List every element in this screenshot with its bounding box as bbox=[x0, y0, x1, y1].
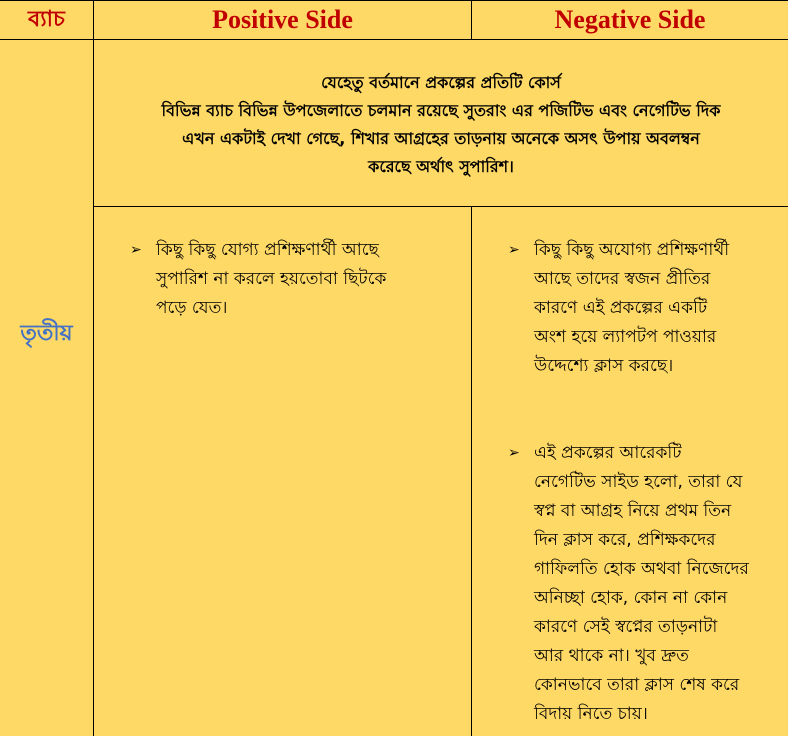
list-item-line: নেগেটিভ সাইড হলো, তারা যে bbox=[534, 472, 743, 492]
list-item-line: আর থাকে না। খুব দ্রুত bbox=[534, 646, 689, 666]
common-note-line: যেহেতু বর্তমানে প্রকল্পের প্রতিটি কোর্স bbox=[321, 73, 561, 92]
list-item-line: উদ্দেশ্যে ক্লাস করছে। bbox=[534, 356, 674, 376]
list-item bbox=[508, 236, 786, 381]
list-item-line: কোনভাবে তারা ক্লাস শেষ করে bbox=[534, 675, 740, 695]
list-item-line: পড়ে যেত। bbox=[156, 298, 228, 318]
column-divider-body bbox=[471, 206, 472, 736]
positive-side-header: Positive Side bbox=[212, 5, 353, 34]
negative-side-header: Negative Side bbox=[554, 5, 706, 34]
batch-column-header: ব্যাচ bbox=[28, 5, 65, 31]
list-item-line: গাফিলতি হোক অথবা নিজেদের bbox=[534, 559, 749, 579]
list-item-line: দিন ক্লাস করে, প্রশিক্ষকদের bbox=[534, 530, 716, 550]
list-item-line: কিছু কিছু অযোগ্য প্রশিক্ষণার্থী bbox=[534, 240, 730, 260]
list-item-line: কারণে সেই স্বপ্নের তাড়নাটা bbox=[534, 617, 718, 637]
arrow-bullet-icon: ➢ bbox=[508, 242, 520, 258]
list-item-line: অনিচ্ছা হোক, কোন না কোন bbox=[534, 588, 728, 608]
list-item-line: বিদায় নিতে চায়। bbox=[534, 704, 648, 724]
list-item-line: এই প্রকল্পের আরেকটি bbox=[534, 443, 682, 463]
common-row-divider bbox=[93, 206, 788, 207]
item-spacer bbox=[508, 381, 786, 439]
common-note-line: বিভিন্ন ব্যাচ বিভিন্ন উপজেলাতে চলমান রয়েছে সুতরাং এর পজিটিভ এবং নেগেটিভ দিক bbox=[161, 101, 721, 120]
list-item-line: আছে তাদের স্বজন প্রীতির bbox=[534, 269, 711, 289]
arrow-bullet-icon: ➢ bbox=[508, 445, 520, 461]
common-note-line: করেছে অর্থাৎ সুপারিশ। bbox=[368, 157, 514, 176]
list-item-text bbox=[156, 236, 386, 323]
list-item bbox=[130, 236, 465, 323]
positive-cell bbox=[130, 236, 465, 323]
arrow-bullet-icon: ➢ bbox=[130, 242, 142, 258]
list-item-line: কারণে এই প্রকল্পের একটি bbox=[534, 298, 708, 318]
list-item-text bbox=[534, 439, 749, 729]
common-note-line: এখন একটাই দেখা গেছে, শিখার আগ্রহের তাড়নায় অনেকে অসৎ উপায় অবলম্বন bbox=[182, 129, 700, 148]
list-item-line: স্বপ্ন বা আগ্রহ নিয়ে প্রথম তিন bbox=[534, 501, 732, 521]
batch-value: তৃতীয় bbox=[20, 321, 73, 346]
list-item-text bbox=[534, 236, 729, 381]
list-item-line: সুপারিশ না করলে হয়তোবা ছিটকে bbox=[156, 269, 387, 289]
list-item bbox=[508, 439, 786, 729]
negative-cell bbox=[508, 236, 786, 729]
list-item-line: কিছু কিছু যোগ্য প্রশিক্ষণার্থী আছে bbox=[156, 240, 379, 260]
common-note-cell bbox=[94, 69, 788, 181]
list-item-line: অংশ হয়ে ল্যাপটপ পাওয়ার bbox=[534, 327, 717, 347]
